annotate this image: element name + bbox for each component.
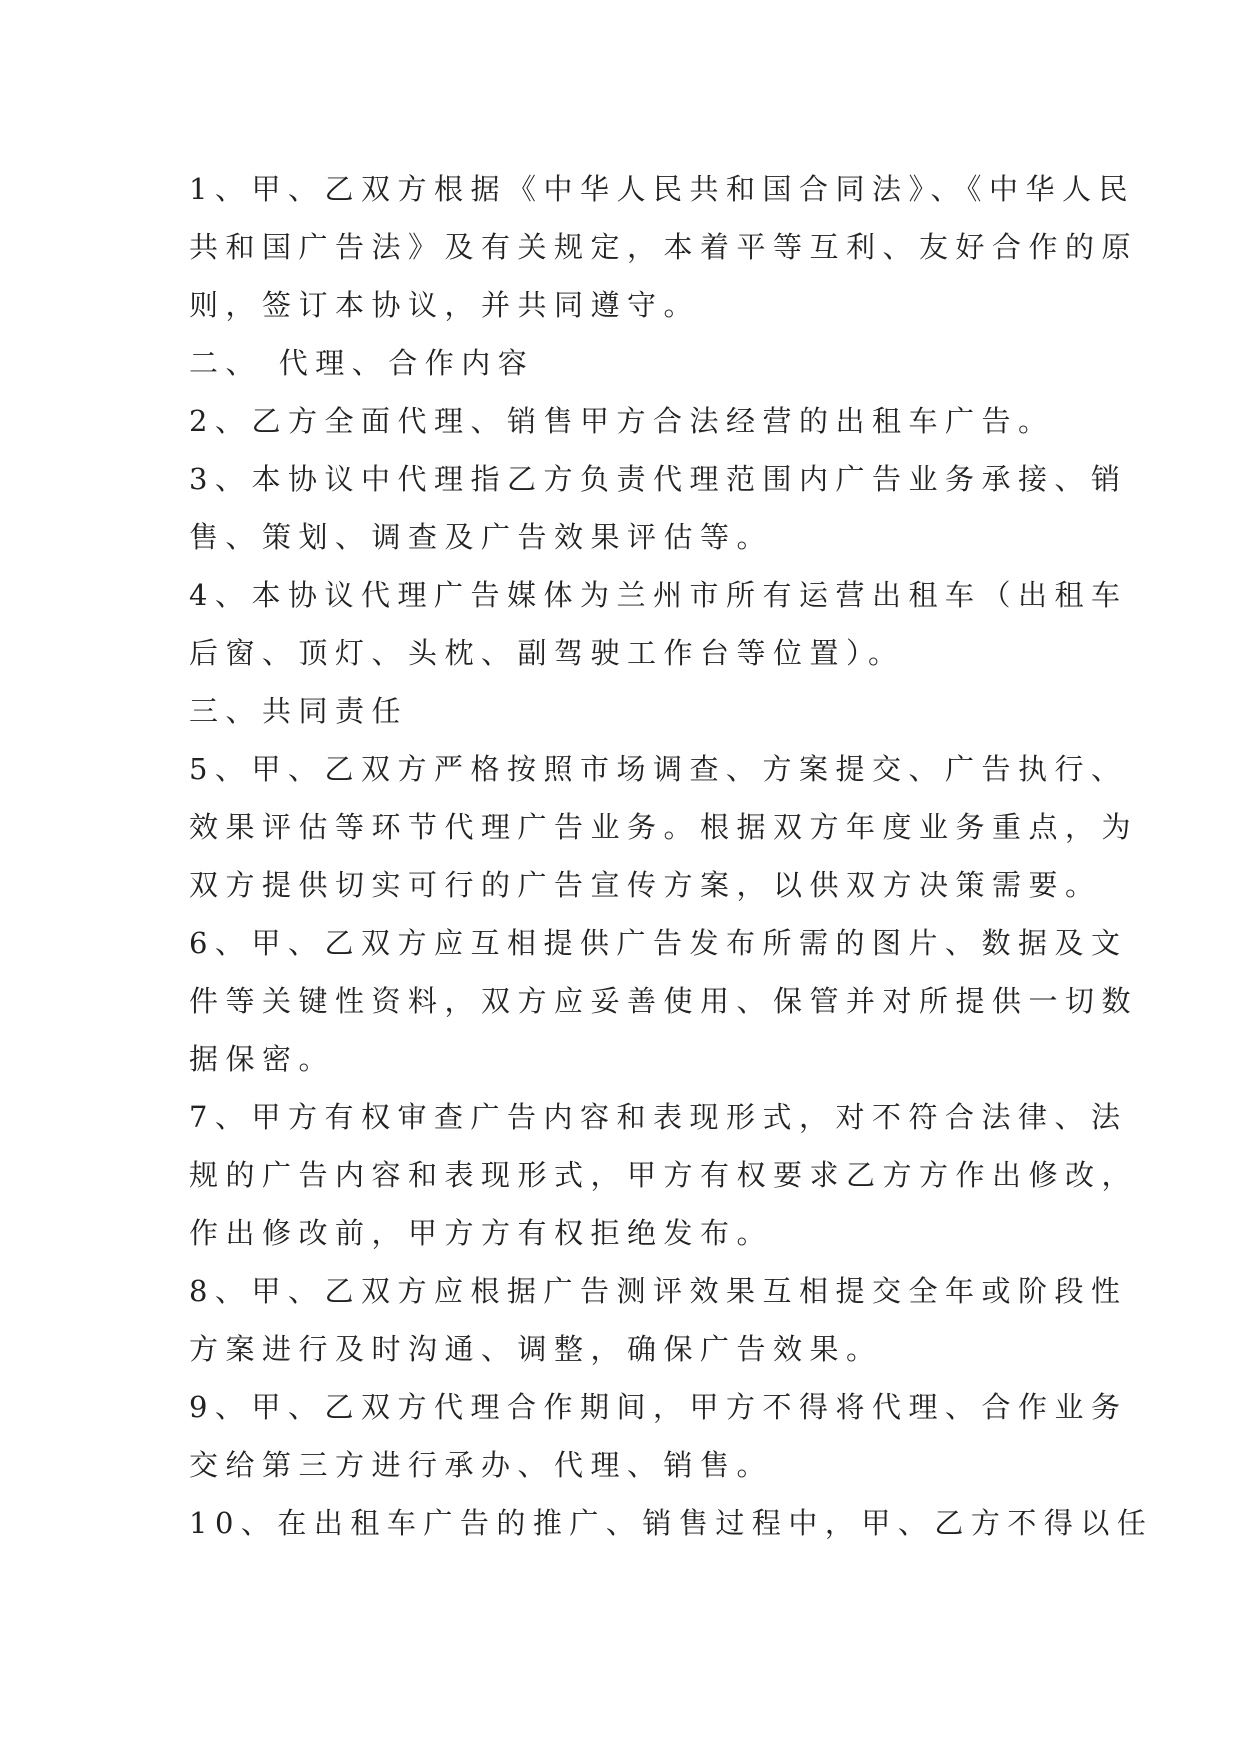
text-line: 共和国广告法》及有关规定，本着平等互利、友好合作的原 (189, 230, 1139, 264)
text-line: 3、本协议中代理指乙方负责代理范围内广告业务承接、销 (189, 462, 1128, 496)
text-line: 作出修改前，甲方方有权拒绝发布。 (189, 1216, 774, 1250)
document-body (189, 160, 1154, 1552)
text-line: 7、甲方有权审查广告内容和表现形式，对不符合法律、法 (189, 1100, 1128, 1134)
text-line: 效果评估等环节代理广告业务。根据双方年度业务重点，为 (189, 810, 1139, 844)
text-line: 规的广告内容和表现形式，甲方有权要求乙方方作出修改， (189, 1158, 1139, 1192)
text-line: 10、在出租车广告的推广、销售过程中，甲、乙方不得以任 (189, 1506, 1154, 1540)
text-line: 件等关键性资料，双方应妥善使用、保管并对所提供一切数 (189, 984, 1139, 1018)
text-line: 4、本协议代理广告媒体为兰州市所有运营出租车（出租车 (189, 578, 1128, 612)
text-line: 2、乙方全面代理、销售甲方合法经营的出租车广告。 (189, 404, 1055, 438)
text-line: 售、策划、调查及广告效果评估等。 (189, 520, 774, 554)
text-line: 6、甲、乙双方应互相提供广告发布所需的图片、数据及文 (189, 926, 1128, 960)
text-line: 双方提供切实可行的广告宣传方案，以供双方决策需要。 (189, 868, 1102, 902)
text-line: 1、甲、乙双方根据《中华人民共和国合同法》、《中华人民 (189, 172, 1135, 206)
section-heading: 三、共同责任 (189, 694, 409, 728)
text-line: 交给第三方进行承办、代理、销售。 (189, 1448, 774, 1482)
text-line: 后窗、顶灯、头枕、副驾驶工作台等位置）。 (189, 636, 905, 670)
text-line: 则，签订本协议，并共同遵守。 (189, 288, 701, 322)
text-line: 据保密。 (189, 1042, 336, 1076)
text-line: 方案进行及时沟通、调整，确保广告效果。 (189, 1332, 883, 1366)
section-heading: 二、 代理、合作内容 (189, 346, 535, 380)
text-line: 5、甲、乙双方严格按照市场调查、方案提交、广告执行、 (189, 752, 1128, 786)
text-line: 9、甲、乙双方代理合作期间，甲方不得将代理、合作业务 (189, 1390, 1128, 1424)
text-line: 8、甲、乙双方应根据广告测评效果互相提交全年或阶段性 (189, 1274, 1128, 1308)
